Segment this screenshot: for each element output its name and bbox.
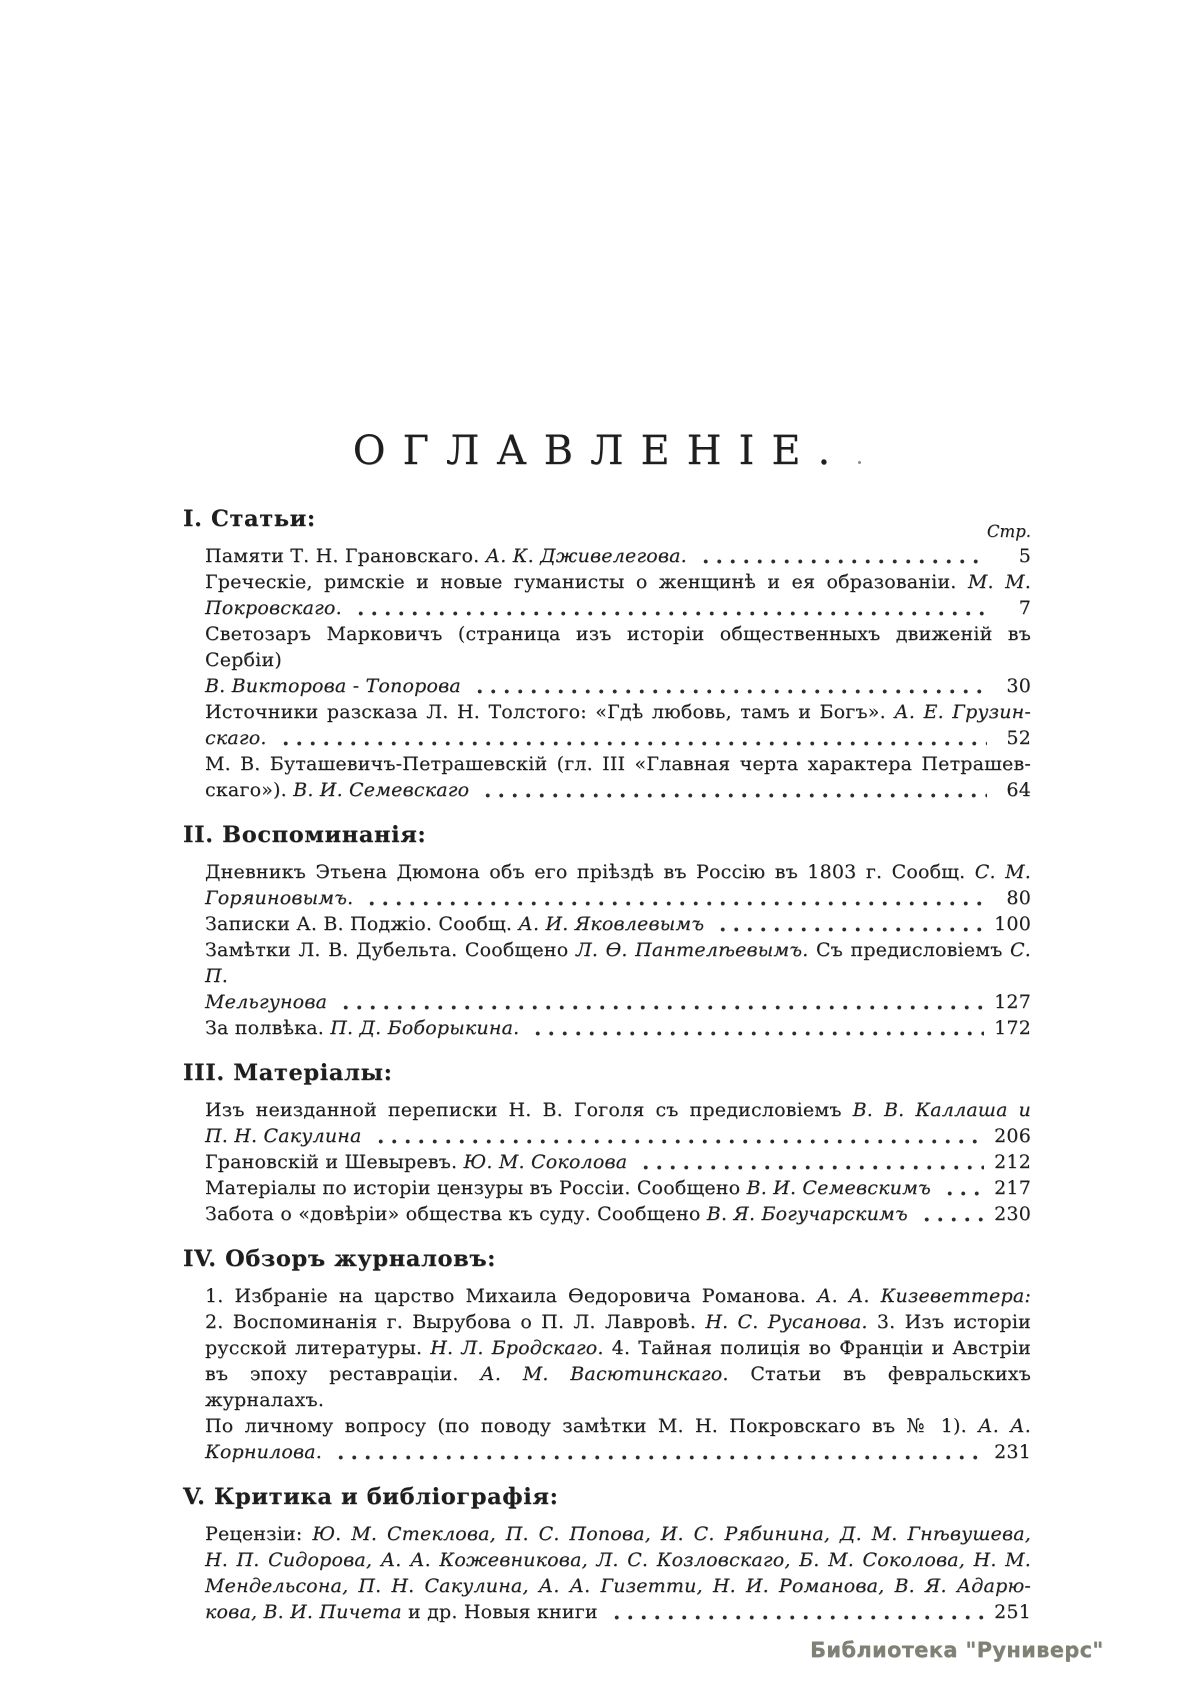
page-number: 217 (994, 1177, 1031, 1199)
toc-entry (205, 621, 1031, 699)
text-segment: Н. П. Сидорова, А. А. Кожевникова, Л. С. Козловскаго, Б. М. Соколова, Н. М. (205, 1549, 1031, 1571)
entry-line (205, 751, 1031, 777)
entry-line (205, 859, 1031, 885)
dot-leader (610, 1615, 984, 1620)
text-segment: кова, В. И. Пичета (205, 1601, 402, 1623)
text-segment: С. П. (205, 939, 1031, 987)
entry-line (205, 569, 1031, 595)
page-number: 100 (994, 913, 1031, 935)
dot-leader (716, 927, 984, 932)
entry-text (205, 1149, 627, 1175)
text-segment: Н. С. Русанова. (705, 1311, 868, 1333)
section-heading: III. Матеріалы: (183, 1060, 393, 1086)
text-segment: Грановскій и Шевыревъ. (205, 1151, 464, 1173)
entry-text (205, 1175, 931, 1201)
entry-line (205, 1439, 1031, 1465)
dot-leader (699, 559, 987, 564)
section-heading: II. Воспоминанія: (183, 822, 427, 848)
dot-leader (531, 1031, 984, 1036)
section-entries (205, 1521, 1031, 1625)
text-segment: Записки А. В. Поджіо. Сообщ. (205, 913, 519, 935)
entry-line (205, 1335, 1031, 1361)
page-column-label: Стр. (986, 522, 1031, 541)
section-entries (205, 859, 1031, 1041)
text-segment: скаго. (205, 727, 267, 749)
text-segment: За полвѣка. (205, 1017, 331, 1039)
toc-entry (205, 859, 1031, 911)
entry-line (205, 937, 1031, 989)
text-segment: Изъ неизданной переписки Н. В. Гоголя съ предисловіемъ (205, 1099, 853, 1121)
page-number: 7 (1018, 597, 1031, 619)
section-heading: V. Критика и библіографія: (183, 1484, 559, 1510)
entry-line (205, 1547, 1031, 1573)
text-segment: Рецензіи: (205, 1523, 313, 1545)
entry-line (205, 1123, 1031, 1149)
text-segment: Светозаръ Марковичъ (страница изъ исторіи общественныхъ движеній въ Сербіи) (205, 623, 1031, 671)
dot-leader (354, 611, 987, 616)
text-segment: Корнилова. (205, 1441, 323, 1463)
entry-text (205, 885, 353, 911)
text-segment: Мендельсона, П. Н. Сакулина, А. А. Гизетти, Н. И. Романова, В. Я. Адарю- (205, 1575, 1031, 1597)
toc-entry (205, 1201, 1031, 1227)
text-segment: А. К. Дживелегова. (485, 545, 687, 567)
text-segment: Статьи въ февральскихъ журналахъ. (205, 1363, 1031, 1411)
toc-entry (205, 1283, 1031, 1465)
page-number: 64 (1006, 779, 1031, 801)
toc-sections (183, 505, 1032, 1625)
page-number: 212 (994, 1151, 1031, 1173)
entry-line (205, 885, 1031, 911)
entry-text (205, 1439, 322, 1465)
toc-section (183, 505, 1032, 803)
text-segment: А. А. Кизеветтера: (817, 1285, 1031, 1307)
toc-section (183, 1245, 1031, 1465)
text-segment: А. М. Васютинскаго. (480, 1363, 729, 1385)
entry-text (205, 1015, 519, 1041)
entry-line (205, 911, 1031, 937)
text-segment: Мельгунова (205, 991, 328, 1013)
page-number: 231 (994, 1441, 1031, 1463)
text-segment: русской литературы. (205, 1337, 431, 1359)
dot-leader (473, 689, 987, 694)
toc-entry (205, 569, 1031, 621)
entry-line (205, 1573, 1031, 1599)
text-segment: Ю. М. Соколова (463, 1151, 628, 1173)
entry-line (205, 1149, 1031, 1175)
text-segment: Съ предисловіемъ (808, 939, 1011, 961)
toc-section (183, 1483, 1031, 1625)
dot-leader (639, 1165, 984, 1170)
section-entries (205, 1097, 1031, 1227)
toc-entry (205, 543, 1031, 569)
text-segment: Дневникъ Этьена Дюмона объ его пріѣздѣ въ Россію въ 1803 г. Сообщ. (205, 861, 975, 883)
entry-line (205, 621, 1031, 673)
text-segment: 2. Воспоминанія г. Вырубова о П. Л. Лавровѣ. (205, 1311, 706, 1333)
text-segment: Памяти Т. Н. Грановскаго. (205, 545, 486, 567)
text-segment: С. М. (974, 861, 1031, 883)
section-heading: I. Статьи: (183, 506, 316, 532)
text-segment: Матеріалы по исторіи цензуры въ Россіи. Сообщено (205, 1177, 747, 1199)
entry-text (205, 725, 267, 751)
entry-line (205, 1097, 1031, 1123)
page-number: 5 (1018, 545, 1031, 567)
toc-entry (205, 699, 1031, 751)
toc-entry (205, 911, 1031, 937)
entry-text (205, 777, 469, 803)
entry-line (205, 1201, 1031, 1227)
text-segment: А. А. (978, 1415, 1031, 1437)
page-number: 52 (1006, 727, 1031, 749)
entry-text (205, 989, 327, 1015)
toc-entry (205, 1521, 1031, 1625)
text-segment: и др. Новыя книги (401, 1601, 598, 1623)
entry-text (205, 1123, 362, 1149)
entry-line (205, 1309, 1031, 1335)
text-segment: Горяиновымъ. (205, 887, 354, 909)
entry-line (205, 699, 1031, 725)
page-number: 230 (994, 1203, 1031, 1225)
toc-entry (205, 1175, 1031, 1201)
text-segment: Покровскаго. (205, 597, 342, 619)
text-segment: По личному вопросу (по поводу замѣтки М. Н. Покровскаго въ № 1). (205, 1415, 979, 1437)
section-entries (205, 1283, 1031, 1465)
toc-section (183, 821, 1031, 1041)
dot-leader (943, 1191, 984, 1196)
text-segment: В. Я. Богучарскимъ (706, 1203, 908, 1225)
entry-line (205, 1599, 1031, 1625)
dot-leader (334, 1455, 984, 1460)
text-segment: Источники разсказа Л. Н. Толстого: «Гдѣ любовь, тамъ и Богъ». (205, 701, 895, 723)
text-segment: Греческіе, римскіе и новые гуманисты о женщинѣ и ея образованіи. (205, 571, 968, 593)
text-segment: Ю. М. Стеклова, П. С. Попова, И. С. Рябинина, Д. М. Гнѣвушева, (312, 1523, 1031, 1545)
toc-section (183, 1059, 1031, 1227)
scan-speck (858, 461, 861, 464)
entry-text (205, 911, 704, 937)
toc-entry (205, 1149, 1031, 1175)
section-entries (205, 543, 1031, 803)
entry-text (205, 673, 461, 699)
entry-text (205, 1201, 908, 1227)
toc-entry (205, 1097, 1031, 1149)
text-segment: 4. Тайная полиція во Франціи и Австріи (603, 1337, 1031, 1359)
dot-leader (481, 793, 987, 798)
page-number: 172 (994, 1017, 1031, 1039)
dot-leader (374, 1139, 985, 1144)
dot-leader (920, 1217, 984, 1222)
text-segment: П. Д. Боборыкина. (330, 1017, 520, 1039)
text-segment: М. В. Буташевичъ-Петрашевскій (гл. III «Главная черта характера Петрашев- (205, 753, 1031, 775)
page-number: 30 (1006, 675, 1031, 697)
toc-entry (205, 1015, 1031, 1041)
entry-line (205, 595, 1031, 621)
dot-leader (365, 901, 987, 906)
toc-entry (205, 937, 1031, 1015)
text-segment: 3. Изъ исторіи (867, 1311, 1031, 1333)
entry-line (205, 1361, 1031, 1413)
text-segment: Л. Ѳ. Пантелѣевымъ. (575, 939, 809, 961)
text-segment: М. М. (967, 571, 1032, 593)
entry-text (205, 595, 342, 621)
page-number: 127 (994, 991, 1031, 1013)
dot-leader (279, 741, 987, 746)
page-title: ОГЛАВЛЕНІЕ. (352, 428, 848, 474)
entry-line (205, 543, 1031, 569)
text-segment: А. И. Яковлевымъ (518, 913, 705, 935)
text-segment: В. Викторова - Топорова (205, 675, 461, 697)
page-number: 206 (994, 1125, 1031, 1147)
text-segment: А. Е. Грузин- (894, 701, 1031, 723)
section-heading: IV. Обзоръ журналовъ: (183, 1246, 497, 1272)
entry-line (205, 1521, 1031, 1547)
text-segment: въ эпоху реставраціи. (205, 1363, 481, 1385)
text-segment: Забота о «довѣріи» общества къ суду. Сообщено (205, 1203, 707, 1225)
entry-line (205, 1175, 1031, 1201)
entry-text (205, 1599, 598, 1625)
entry-line (205, 1413, 1031, 1439)
text-segment: скаго»). (205, 779, 294, 801)
text-segment: 1. Избраніе на царство Михаила Ѳедоровича Романова. (205, 1285, 818, 1307)
text-segment: В. В. Каллаша и (852, 1099, 1031, 1121)
page-number: 80 (1006, 887, 1031, 909)
entry-line (205, 989, 1031, 1015)
entry-line (205, 725, 1031, 751)
toc-entry (205, 751, 1031, 803)
text-segment: П. Н. Сакулина (205, 1125, 362, 1147)
runivers-watermark: Библиотека "Руниверс" (810, 1638, 1104, 1662)
dot-leader (339, 1005, 984, 1010)
entry-line (205, 1283, 1031, 1309)
text-segment: В. И. Семевскимъ (746, 1177, 931, 1199)
page-number: 251 (994, 1601, 1031, 1623)
text-segment: Замѣтки Л. В. Дубельта. Сообщено (205, 939, 576, 961)
entry-line (205, 673, 1031, 699)
entry-text (205, 543, 687, 569)
entry-line (205, 1015, 1031, 1041)
text-segment: В. И. Семевскаго (293, 779, 470, 801)
entry-line (205, 777, 1031, 803)
text-segment: Н. Л. Бродскаго. (430, 1337, 604, 1359)
